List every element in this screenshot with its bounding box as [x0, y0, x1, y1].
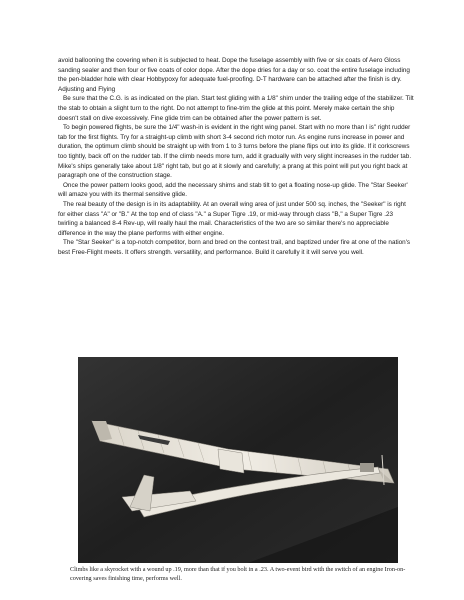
article-body: [58, 56, 414, 257]
paragraph-finishing: avoid ballooning the covering when it is subjected to heat. Dope the fuselage assembly with five or six coats of Aero Gloss sanding sealer and then four or five coats of color dope. After the dope dries for a day or so. coat the entire fuselage including the pen-bladder hole with clear Hobbypoxy for adequate fuel-proofing. D-T hardware can be attached after the finish is dry.: [58, 57, 410, 84]
engine-cowl: [360, 463, 374, 472]
paragraph-glide-testing: Be sure that the C.G. is as indicated on the plan. Start test gliding with a 1/8" shim under the trailing edge of the stabilizer. Tilt the stab to obtain a slight turn to the right. Do not attempt to fine-trim the glide at this point. Merely make certain the ship doesn't stall on dive excessively. Fine glide trim can be obtained after the power pattern is set.: [58, 95, 414, 122]
section-heading-adjusting-and-flying: Adjusting and Flying: [58, 85, 116, 93]
photo-caption: Climbs like a skyrocket with a wound up .19, more than that if you bolt in a .23. A two-event bird with the switch of an engine Iron-on-covering saves finishing time, performs well.: [70, 566, 406, 582]
paragraph-conclusion: The "Star Seeker" is a top-notch competitor, born and bred on the contest trail, and baptized under fire at one of the nation's best Free-Flight meets. It offers strength. versatility, and performance. Build it carefully it it will serve you well.: [58, 239, 411, 256]
paragraph-powered-flights: To begin powered flights, be sure the 1/4" wash-in is evident in the right wing panel. Start with no more than l is" right rudder tab for the first flights. Try for a straight-up climb with short 3-4 second rich motor run. As engine runs increase in power and duration, the optimum climb should be straight up with from 1 to 3 turns before the plane flips out into its glide. If it corkscrews too tightly, back off on the rudder tab. If the climb needs more turn, add it gradually with very slight increases in the rudder tab. Mike's ships generally take about 1/8" right tab, but go at it slowly and carefully; a prang at this point will put you right back at paragraph one of the construction stage.: [58, 124, 412, 180]
model-airplane-photo: [78, 357, 398, 563]
paragraph-adaptability: The real beauty of the design is in its adaptability. At an overall wing area of just under 500 sq. inches, the "Seeker" is right for either class "A" or "B." At the top end of class "A." a Super Tigre .19, or mid-way through class "B," a Super Tigre .23 twirling a balanced 8-4 Rev-up, will really haul the mail. Characteristics of the two are so similar there's no appreciable difference in the way the plane performs with either engine.: [58, 200, 406, 237]
paragraph-power-pattern: Once the power pattern looks good, add the necessary shims and stab tilt to get a floating nose-up glide. The "Star Seeker' will amaze you with its thermal sensitive glide.: [58, 181, 408, 199]
airplane-pylon: [218, 449, 244, 473]
airplane-in-flight-image: [78, 357, 398, 563]
